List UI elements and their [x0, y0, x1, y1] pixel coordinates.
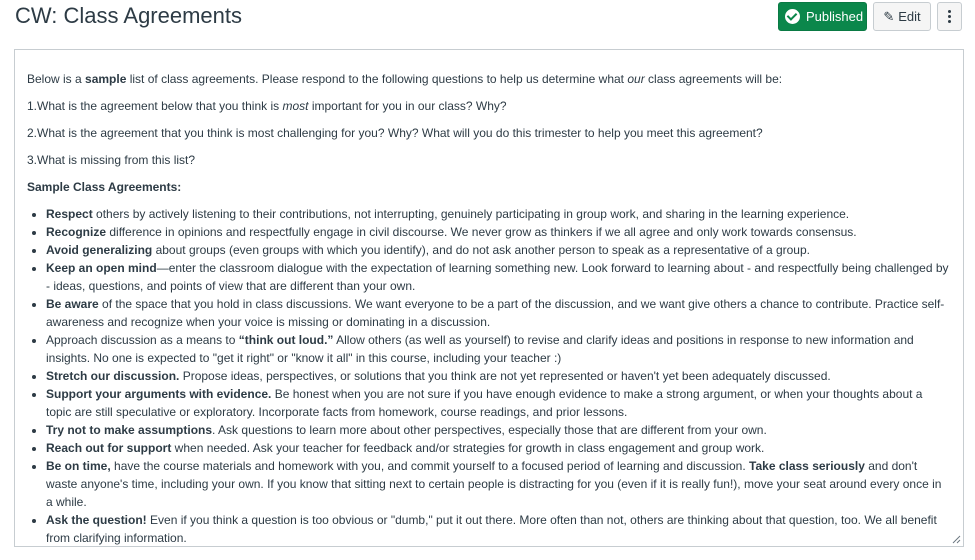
list-item: • Try not to make assumptions. Ask questions to learn more about other perspectives, especially those that are different from your own. [46, 421, 949, 439]
list-item: • Keep an open mind—enter the classroom dialogue with the expectation of learning something new. Look forward to learning about - and respectfully being challenged by - ideas, questions, and points of view that are different than your own. [46, 259, 949, 295]
resize-handle-icon[interactable] [951, 534, 961, 544]
list-heading: Sample Class Agreements: [27, 180, 182, 194]
list-item: • Be on time, have the course materials and homework with you, and commit yourself to a focused period of learning and discussion. Take class seriously and don't waste anyone's time, including your own. If you know that sitting next to certain people is distracting for you (even if it is really fun!), move your seat around every once in a while. [46, 457, 949, 511]
more-options-button[interactable] [937, 2, 962, 31]
edit-button[interactable] [873, 2, 931, 31]
intro-paragraph: Below is a sample list of class agreements. Please respond to the following questions to help us determine what our class agreements will be: [27, 72, 783, 86]
check-circle-icon [785, 9, 800, 24]
list-item: • Respect others by actively listening to their contributions, not interrupting, genuinely participating in group work, and sharing in the learning experience. [46, 205, 949, 223]
list-item: • Approach discussion as a means to “think out loud.” Allow others (as well as yourself) to revise and clarify ideas and positions in response to new information and insights. No one is expected to "get it right" or "know it all" in this course, including your teacher :) [46, 331, 949, 367]
edit-label: Edit [898, 9, 921, 24]
agreements-list [27, 205, 949, 547]
published-label: Published [806, 9, 864, 24]
page-title: CW: Class Agreements [15, 3, 243, 28]
list-item: • Support your arguments with evidence. Be honest when you are not sure if you have enough evidence to make a strong argument, or when your thoughts about a topic are still speculative or exploratory. Incorporate facts from homework, course readings, and prior lessons. [46, 385, 949, 421]
question-2: 2.What is the agreement that you think is most challenging for you? Why? What will you do this trimester to help you meet this agreement? [27, 126, 763, 140]
list-item: • Stretch our discussion. Propose ideas, perspectives, or solutions that you think are not yet represented or haven't yet been adequately discussed. [46, 367, 949, 385]
question-3: 3.What is missing from this list? [27, 153, 196, 167]
list-item: • Avoid generalizing about groups (even groups with which you identify), and do not ask another person to speak as a representative of a group. [46, 241, 949, 259]
list-item: • Recognize difference in opinions and respectfully engage in civil discourse. We never grow as thinkers if we all agree and only work towards consensus. [46, 223, 949, 241]
list-item: • Be aware of the space that you hold in class discussions. We want everyone to be a part of the discussion, and we want give others a chance to contribute. Practice self-awareness and recognize when your voice is missing or dominating in a discussion. [46, 295, 949, 331]
kebab-menu-icon [948, 10, 951, 13]
list-item: • Ask the question! Even if you think a question is too obvious or "dumb," put it out there. More often than not, others are thinking about that question, too. We all benefit from clarifying information. [46, 511, 949, 547]
question-1: 1.What is the agreement below that you think is most important for you in our class? Why? [27, 99, 507, 113]
list-item: • Reach out for support when needed. Ask your teacher for feedback and/or strategies for growth in class engagement and group work. [46, 439, 949, 457]
published-button[interactable] [778, 2, 867, 31]
pencil-icon: ✎ [883, 9, 895, 24]
page-content [14, 49, 964, 547]
